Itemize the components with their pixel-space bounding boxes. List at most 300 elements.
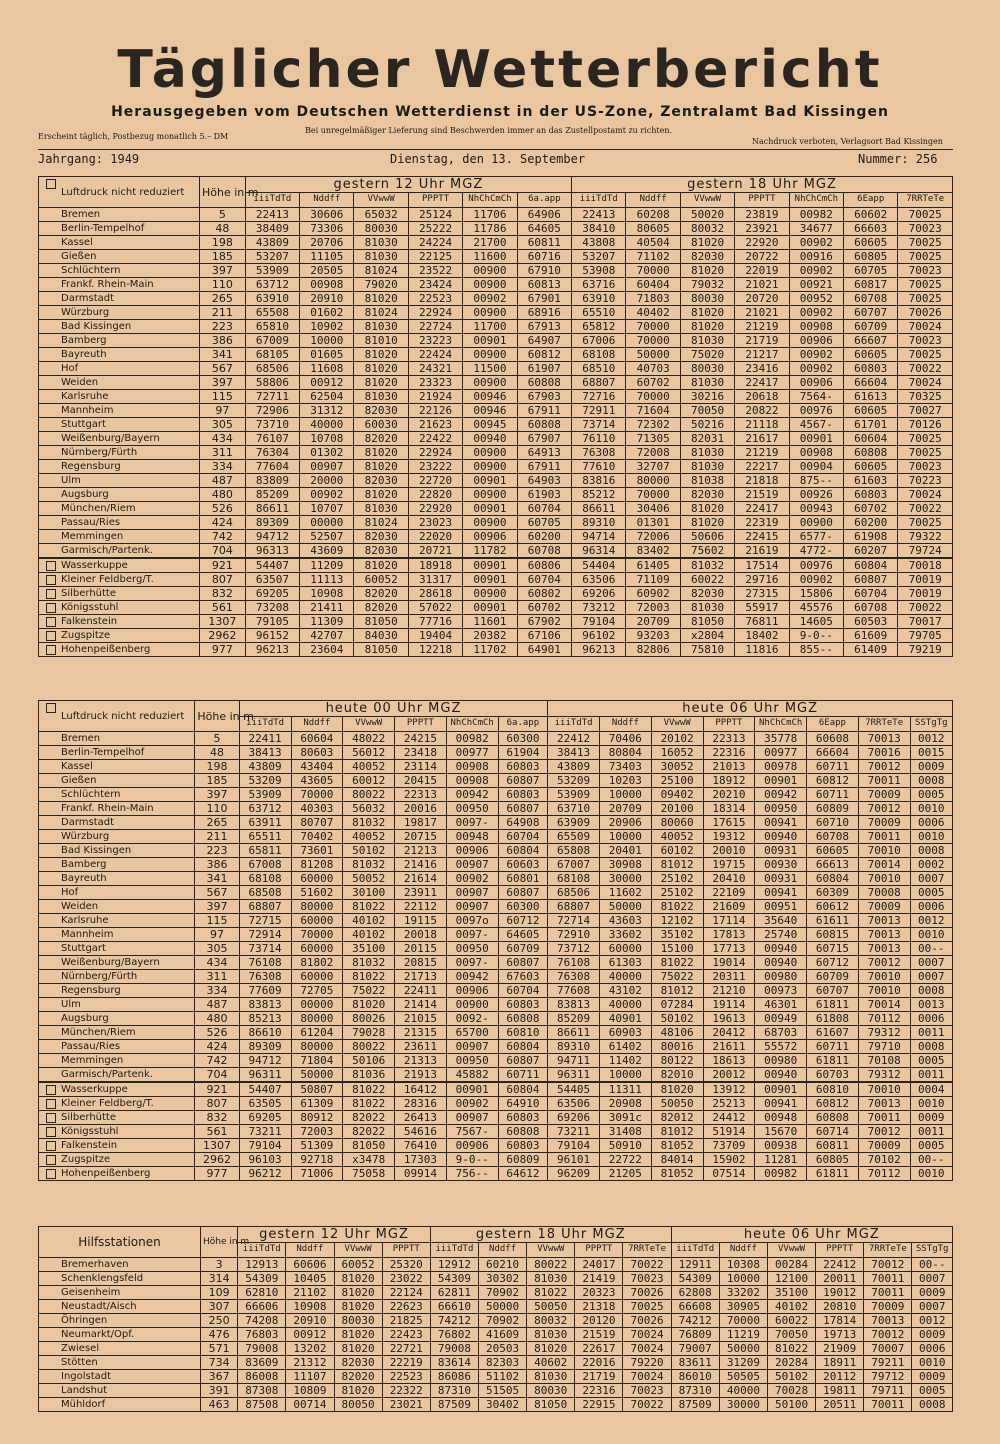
column-header: Nddff	[286, 1242, 334, 1258]
observation-cell: 87508	[238, 1398, 286, 1412]
table-row	[39, 1012, 953, 1026]
observation-cell: 00982	[446, 732, 498, 746]
observation-cell: 20018	[395, 928, 447, 942]
observation-cell: 21213	[395, 844, 447, 858]
observation-cell: 70009	[858, 816, 910, 830]
observation-cell: 65810	[245, 320, 299, 334]
observation-cell: 00907	[446, 886, 498, 900]
observation-cell: 81030	[354, 250, 408, 264]
observation-cell: 70010	[858, 1082, 910, 1097]
observation-cell: 87509	[671, 1398, 719, 1412]
observation-cell: 60716	[517, 250, 571, 264]
observation-cell: 79104	[239, 1139, 291, 1153]
station-label: Falkenstein	[61, 616, 118, 627]
observation-cell: 9-0--	[789, 629, 843, 643]
observation-cell: 81020	[651, 1082, 703, 1097]
observation-cell: 94712	[239, 1054, 291, 1068]
table-row	[39, 502, 953, 516]
observation-cell: 43809	[548, 760, 600, 774]
observation-cell: 21825	[382, 1314, 430, 1328]
column-header: Nddff	[719, 1242, 767, 1258]
observation-cell: 0004	[910, 1082, 952, 1097]
observation-cell: 20815	[395, 956, 447, 970]
station-height: 832	[195, 1111, 239, 1125]
observation-cell: 00902	[789, 573, 843, 587]
observation-cell: 60711	[807, 1040, 859, 1054]
observation-cell: 12911	[671, 1258, 719, 1272]
observation-cell: 00976	[789, 558, 843, 573]
observation-cell: 84014	[651, 1153, 703, 1167]
station-label: Bamberg	[61, 335, 107, 346]
observation-cell: 61808	[807, 1012, 859, 1026]
station-label: Regensburg	[61, 985, 121, 996]
observation-cell: 63507	[245, 573, 299, 587]
checkbox-icon	[46, 645, 56, 655]
station-height: 198	[200, 236, 246, 250]
observation-cell: 0005	[910, 1054, 952, 1068]
observation-cell: 00941	[755, 816, 807, 830]
station-height: 223	[200, 320, 246, 334]
column-header: NhChCmCh	[789, 192, 843, 208]
observation-cell: 60807	[498, 774, 548, 788]
station-name	[39, 1012, 195, 1026]
observation-cell: 0010	[910, 1167, 952, 1181]
observation-cell: 60807	[498, 956, 548, 970]
station-label: Hof	[61, 363, 79, 374]
observation-cell: 96213	[572, 643, 626, 657]
observation-cell: 80060	[651, 816, 703, 830]
observation-cell: 80030	[680, 292, 734, 306]
station-height: 2962	[195, 1153, 239, 1167]
table-row	[39, 573, 953, 587]
station-label: Kleiner Feldberg/T.	[61, 574, 154, 585]
observation-cell: 60300	[498, 900, 548, 914]
observation-cell: 00901	[755, 774, 807, 788]
observation-cell: 00921	[789, 278, 843, 292]
observation-cell: 00901	[446, 1082, 498, 1097]
observation-cell: 70013	[858, 914, 910, 928]
observation-cell: 70025	[898, 348, 953, 362]
observation-cell: 61303	[599, 956, 651, 970]
observation-cell: 22316	[575, 1384, 623, 1398]
observation-cell: 79008	[238, 1342, 286, 1356]
observation-cell: 61409	[844, 643, 898, 657]
observation-cell: 11702	[463, 643, 517, 657]
observation-cell: 21909	[816, 1342, 864, 1356]
observation-cell: 00940	[755, 1068, 807, 1083]
station-height: 386	[200, 334, 246, 348]
column-header: PPPTT	[382, 1242, 430, 1258]
observation-cell: 54309	[238, 1272, 286, 1286]
observation-cell: 85213	[239, 1012, 291, 1026]
table-row	[39, 1139, 953, 1153]
observation-cell: 83614	[430, 1356, 478, 1370]
observation-cell: 80030	[334, 1314, 382, 1328]
observation-cell: 63505	[239, 1097, 291, 1111]
observation-cell: 79020	[354, 278, 408, 292]
observation-cell: 21700	[463, 236, 517, 250]
observation-cell: 22422	[408, 432, 462, 446]
station-name	[39, 502, 200, 516]
observation-cell: 0008	[910, 1040, 952, 1054]
station-label: Garmisch/Partenk.	[61, 1069, 153, 1080]
observation-cell: 19715	[703, 858, 755, 872]
observation-cell: 79211	[864, 1356, 912, 1370]
observation-cell: 68807	[572, 376, 626, 390]
observation-cell: 81020	[680, 236, 734, 250]
observation-cell: 81030	[527, 1370, 575, 1384]
observation-cell: 21913	[395, 1068, 447, 1083]
observation-cell: 20311	[703, 970, 755, 984]
observation-cell: 53209	[548, 774, 600, 788]
observation-cell: 81022	[343, 970, 395, 984]
observation-cell: 60810	[807, 1082, 859, 1097]
observation-cell: 81052	[651, 1167, 703, 1181]
station-name	[39, 998, 195, 1012]
station-name	[39, 1300, 201, 1314]
observation-cell: 86610	[239, 1026, 291, 1040]
column-header: Nddff	[300, 192, 354, 208]
observation-cell: 50807	[291, 1082, 343, 1097]
observation-cell: 81050	[527, 1398, 575, 1412]
observation-cell: 18918	[408, 558, 462, 573]
observation-cell: 76107	[245, 432, 299, 446]
observation-cell: 22722	[599, 1153, 651, 1167]
observation-cell: 00941	[755, 886, 807, 900]
station-height: 1307	[195, 1139, 239, 1153]
table-row	[39, 788, 953, 802]
observation-cell: 81012	[651, 858, 703, 872]
observation-cell: 15670	[755, 1125, 807, 1139]
observation-cell: 70102	[858, 1153, 910, 1167]
observation-cell: 21102	[286, 1286, 334, 1300]
observation-cell: 21210	[703, 984, 755, 998]
observation-cell: 81020	[354, 446, 408, 460]
observation-cell: 96212	[239, 1167, 291, 1181]
observation-cell: 17813	[703, 928, 755, 942]
observation-cell: 22125	[408, 250, 462, 264]
observation-cell: 22319	[735, 516, 789, 530]
observation-cell: 00902	[446, 872, 498, 886]
observation-cell: 70011	[858, 774, 910, 788]
observation-cell: 81020	[334, 1272, 382, 1286]
table-row	[39, 208, 953, 222]
station-height: 5	[200, 208, 246, 222]
observation-cell: 61904	[498, 746, 548, 760]
station-height: 1307	[200, 615, 246, 629]
observation-cell: 66606	[238, 1300, 286, 1314]
observation-cell: 70014	[858, 998, 910, 1012]
station-name	[39, 830, 195, 844]
observation-cell: 73601	[291, 844, 343, 858]
station-label: Bad Kissingen	[61, 321, 132, 332]
observation-cell: 50000	[291, 1068, 343, 1083]
observation-cell: 43809	[245, 236, 299, 250]
observation-cell: 81030	[680, 376, 734, 390]
station-height: 341	[200, 348, 246, 362]
observation-cell: 96314	[572, 544, 626, 559]
column-header: VVwwW	[334, 1242, 382, 1258]
observation-cell: 81020	[354, 362, 408, 376]
table-row	[39, 760, 953, 774]
station-label: Weiden	[61, 901, 99, 912]
observation-cell: 40052	[343, 760, 395, 774]
column-header: 7RRTeTe	[898, 192, 953, 208]
column-header: VVwwW	[680, 192, 734, 208]
station-label: Neustadt/Aisch	[61, 1301, 137, 1312]
table-row	[39, 418, 953, 432]
observation-cell: 81030	[680, 601, 734, 615]
observation-cell: 21609	[703, 900, 755, 914]
observation-cell: 70010	[858, 844, 910, 858]
observation-cell: 855--	[789, 643, 843, 657]
observation-cell: 20401	[599, 844, 651, 858]
station-name	[39, 530, 200, 544]
observation-cell: 96311	[548, 1068, 600, 1083]
observation-cell: 68108	[239, 872, 291, 886]
observation-cell: 00901	[463, 474, 517, 488]
column-header: 6a.app	[498, 716, 548, 732]
column-header: Nddff	[626, 192, 680, 208]
observation-cell: 31209	[719, 1356, 767, 1370]
observation-cell: 70027	[898, 404, 953, 418]
observation-cell: 50505	[719, 1370, 767, 1384]
observation-cell: 60000	[291, 970, 343, 984]
observation-cell: 82020	[354, 432, 408, 446]
column-header: NhChCmCh	[446, 716, 498, 732]
observation-cell: 82020	[354, 601, 408, 615]
observation-cell: 60803	[498, 998, 548, 1012]
observation-cell: 86611	[572, 502, 626, 516]
observation-cell: 00902	[789, 306, 843, 320]
observation-cell: 81052	[651, 1139, 703, 1153]
observation-cell: 60803	[498, 1111, 548, 1125]
observation-cell: 19613	[703, 1012, 755, 1026]
observation-cell: 10000	[599, 1068, 651, 1083]
observation-cell: 80707	[291, 816, 343, 830]
observation-cell: 61603	[844, 474, 898, 488]
table-row	[39, 587, 953, 601]
observation-cell: 22412	[548, 732, 600, 746]
observation-cell: 81032	[680, 558, 734, 573]
observation-cell: 41609	[479, 1328, 527, 1342]
station-name	[39, 1068, 195, 1083]
station-name	[39, 900, 195, 914]
observation-cell: 87308	[238, 1384, 286, 1398]
observation-cell: 60803	[844, 362, 898, 376]
observation-cell: 27315	[735, 587, 789, 601]
station-height: 97	[200, 404, 246, 418]
observation-cell: 0012	[910, 732, 952, 746]
station-label: Regensburg	[61, 461, 121, 472]
observation-cell: 68703	[755, 1026, 807, 1040]
column-header: iiiTdTd	[239, 716, 291, 732]
observation-cell: 70024	[623, 1370, 671, 1384]
station-label: Königsstuhl	[61, 602, 119, 613]
observation-cell: 54405	[548, 1082, 600, 1097]
observation-cell: 22112	[395, 900, 447, 914]
observation-cell: 23604	[300, 643, 354, 657]
station-label: Memmingen	[61, 1055, 124, 1066]
station-name	[39, 222, 200, 236]
observation-cell: 70025	[898, 446, 953, 460]
station-label: Frankf. Rhein-Main	[61, 803, 154, 814]
observation-cell: 0012	[910, 914, 952, 928]
observation-cell: 81020	[680, 264, 734, 278]
observation-cell: 67913	[517, 320, 571, 334]
station-height: 5	[195, 732, 239, 746]
station-height: 434	[200, 432, 246, 446]
observation-cell: 61611	[807, 914, 859, 928]
station-height: 734	[200, 1356, 237, 1370]
observation-cell: 80912	[291, 1111, 343, 1125]
observation-cell: 73714	[572, 418, 626, 432]
observation-cell: 70012	[864, 1258, 912, 1272]
observation-cell: 63910	[572, 292, 626, 306]
column-header: Nddff	[291, 716, 343, 732]
observation-cell: 70000	[626, 488, 680, 502]
observation-cell: 65509	[548, 830, 600, 844]
observation-cell: 77609	[239, 984, 291, 998]
observation-cell: 20000	[300, 474, 354, 488]
station-name	[39, 802, 195, 816]
observation-cell: 22322	[382, 1384, 430, 1398]
observation-cell: 65510	[572, 306, 626, 320]
observation-cell: 0097-	[446, 928, 498, 942]
observation-cell: 64903	[517, 474, 571, 488]
observation-cell: 0010	[910, 928, 952, 942]
observation-cell: 60705	[517, 516, 571, 530]
station-name	[39, 914, 195, 928]
observation-cell: 20906	[599, 816, 651, 830]
observation-cell: 82020	[354, 587, 408, 601]
checkbox-icon	[46, 617, 56, 627]
observation-cell: 10908	[300, 587, 354, 601]
observation-cell: 60715	[807, 942, 859, 956]
observation-cell: 00949	[755, 1012, 807, 1026]
observation-cell: 70902	[479, 1314, 527, 1328]
table-row	[39, 886, 953, 900]
observation-cell: 68508	[239, 886, 291, 900]
station-name	[39, 1314, 201, 1328]
observation-cell: 60804	[498, 1082, 548, 1097]
observation-cell: 72003	[626, 601, 680, 615]
observation-cell: 60803	[498, 788, 548, 802]
observation-cell: 40000	[719, 1384, 767, 1398]
observation-cell: 61907	[517, 362, 571, 376]
observation-cell: 4567-	[789, 418, 843, 432]
observation-cell: 81020	[334, 1384, 382, 1398]
observation-cell: 53908	[572, 264, 626, 278]
observation-cell: 66608	[671, 1300, 719, 1314]
observation-cell: 00906	[446, 1139, 498, 1153]
observation-cell: x3478	[343, 1153, 395, 1167]
station-height: 977	[195, 1167, 239, 1181]
observation-cell: 30402	[479, 1398, 527, 1412]
observation-cell: 86010	[671, 1370, 719, 1384]
observation-cell: 73710	[245, 418, 299, 432]
observation-cell: 60714	[807, 1125, 859, 1139]
observation-cell: 11782	[463, 544, 517, 559]
observation-cell: 60704	[844, 587, 898, 601]
observation-cell: 77716	[408, 615, 462, 629]
observation-cell: 19115	[395, 914, 447, 928]
station-height: 115	[195, 914, 239, 928]
observation-cell: 00908	[789, 446, 843, 460]
table-row	[39, 390, 953, 404]
table-row	[39, 970, 953, 984]
table-today	[38, 700, 953, 1181]
observation-cell: 79711	[864, 1384, 912, 1398]
station-label: Memmingen	[61, 531, 124, 542]
station-name	[39, 942, 195, 956]
observation-cell: 81030	[354, 502, 408, 516]
group-header-2: heute 06 Uhr MGZ	[548, 701, 953, 717]
observation-cell: 00926	[789, 488, 843, 502]
observation-cell: x2804	[680, 629, 734, 643]
observation-cell: 43808	[572, 236, 626, 250]
station-label: Mühldorf	[61, 1399, 106, 1410]
observation-cell: 67911	[517, 460, 571, 474]
station-height: 386	[195, 858, 239, 872]
observation-cell: 24412	[703, 1111, 755, 1125]
station-height: 742	[195, 1054, 239, 1068]
observation-cell: 70025	[898, 208, 953, 222]
observation-cell: 81020	[680, 320, 734, 334]
observation-cell: 10908	[286, 1300, 334, 1314]
observation-cell: 01602	[300, 306, 354, 320]
observation-cell: 80000	[291, 900, 343, 914]
observation-cell: 48022	[343, 732, 395, 746]
observation-cell: 60811	[517, 236, 571, 250]
table-row	[39, 376, 953, 390]
station-label: Silberhütte	[61, 1112, 117, 1123]
observation-cell: 63910	[245, 292, 299, 306]
observation-cell: 60808	[844, 446, 898, 460]
station-height: 424	[195, 1040, 239, 1054]
checkbox-icon	[46, 1127, 56, 1137]
observation-cell: 43102	[599, 984, 651, 998]
observation-cell: 82030	[680, 587, 734, 601]
station-height: 807	[195, 1097, 239, 1111]
table-row	[39, 544, 953, 559]
observation-cell: 50000	[719, 1342, 767, 1356]
observation-cell: 23418	[395, 746, 447, 760]
observation-cell: 20415	[395, 774, 447, 788]
checkbox-icon	[46, 1141, 56, 1151]
checkbox-icon	[46, 1155, 56, 1165]
observation-cell: 00940	[755, 956, 807, 970]
station-name	[39, 320, 200, 334]
observation-cell: 60803	[498, 1139, 548, 1153]
observation-cell: 22423	[382, 1328, 430, 1342]
column-header: PPPTT	[703, 716, 755, 732]
observation-cell: 67007	[548, 858, 600, 872]
observation-cell: 25740	[755, 928, 807, 942]
observation-cell: 19713	[816, 1328, 864, 1342]
observation-cell: 60808	[498, 1125, 548, 1139]
observation-cell: 19811	[816, 1384, 864, 1398]
observation-cell: 30100	[343, 886, 395, 900]
observation-cell: 75020	[680, 348, 734, 362]
observation-cell: 70025	[898, 516, 953, 530]
observation-cell: 18613	[703, 1054, 755, 1068]
observation-cell: 18402	[735, 629, 789, 643]
table-row	[39, 250, 953, 264]
table-row	[39, 404, 953, 418]
observation-cell: 38413	[239, 746, 291, 760]
station-height: 367	[200, 1370, 237, 1384]
